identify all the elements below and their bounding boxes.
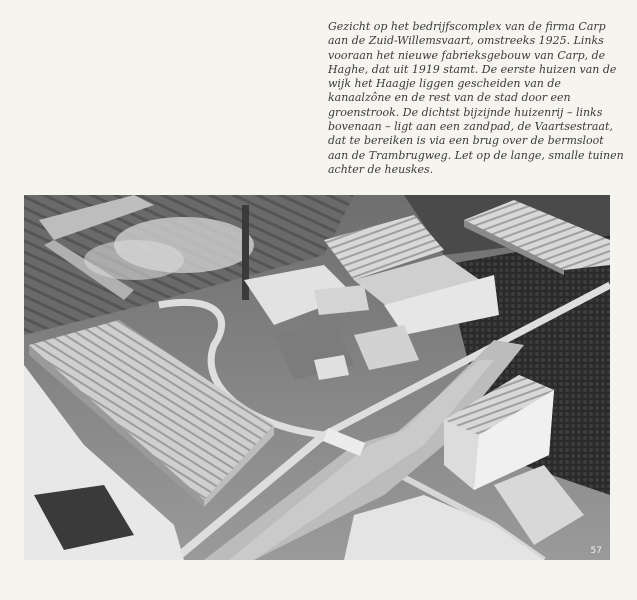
photo-caption: Gezicht op het bedrijfscomplex van de firma Carp aan de Zuid-Willemsvaart, omstreeks 1925. Links vooraan het nieuwe fabrieksgebouw van Carp, de Haghe, dat uit 1919 stamt. De eerste huizen van de wijk het Haagje liggen gescheiden van de kanaalzône en de rest van de stad door een groenstrook. De dichtst bijzijnde huizenrij – links bovenaan – ligt aan een zandpad, de Vaartsestraat, dat te bereiken is via een brug over de bermsloot aan de Trambrugweg. Let op de lange, smalle tuinen achter de heuskes. <box>328 20 624 176</box>
aerial-photograph <box>24 195 610 560</box>
page-number: 57 <box>590 546 602 556</box>
